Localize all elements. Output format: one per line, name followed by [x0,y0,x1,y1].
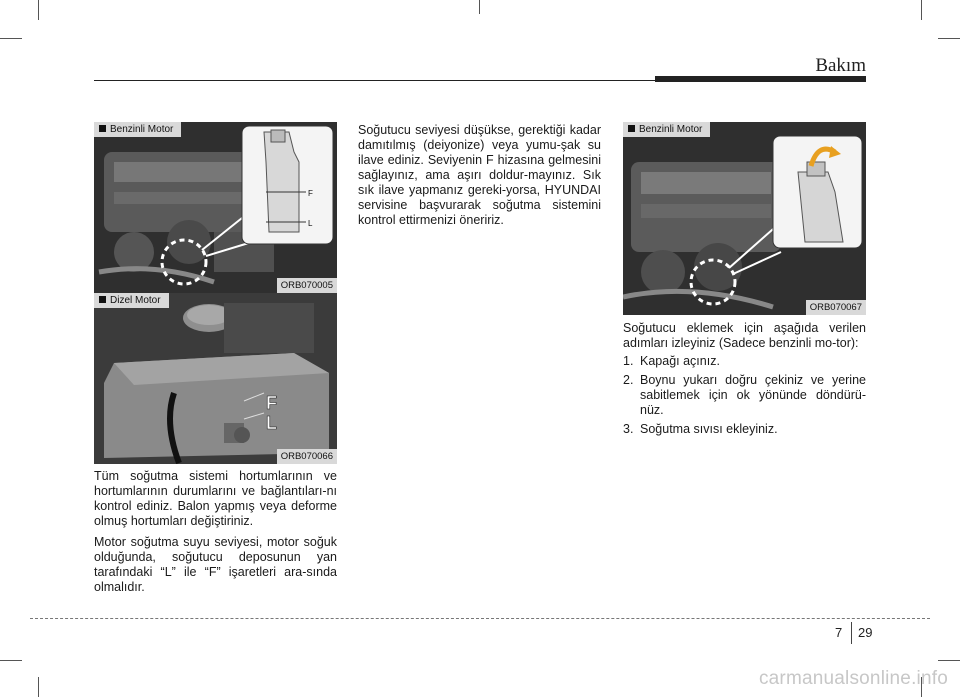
step-number: 2. [623,373,634,387]
step-number: 1. [623,354,634,368]
figure-code: ORB070066 [277,449,337,464]
figure-label-text: Benzinli Motor [639,124,703,135]
square-bullet-icon [99,125,106,132]
paragraph: Tüm soğutma sistemi hortumlarının ve hortumlarının durumlarını ve bağlantıları-nı kontrol ediniz. Balon yapmış veya deforme olmuş hortumları değiştiriniz. [94,469,337,528]
list-item [623,354,866,369]
section-title: Bakım [815,55,866,76]
square-bullet-icon [99,296,106,303]
figure-label-text: Benzinli Motor [110,124,174,135]
step-text: Boynu yukarı doğru çekiniz ve yerine sabitlemek için ok yönünde döndürü-nüz. [640,373,866,417]
figure-label [94,293,169,308]
chapter-number: 7 [835,625,843,640]
figure-label [623,122,710,137]
reservoir-mark-l: L [308,219,313,228]
figure-petrol-engine-reservoir [94,122,337,293]
figure-petrol-engine-neck [623,122,866,315]
paragraph: Soğutucu seviyesi düşükse, gerektiği kadar damıtılmış (deiyonize) veya yumu-şak su ilave ediniz. Seviyenin F hizasına gelmesini sağlayınız, ama aşırı doldur-mayınız. Sık sık ilave yapmanız gereki-yorsa, HYUNDAI servisine başvurarak soğutma sistemini kontrol ettirmenizi öneririz. [358,123,601,227]
engine-photo-illustration [94,122,337,293]
reservoir-mark-l: L [266,413,277,433]
reservoir-mark-f: F [308,189,313,198]
figure-label [94,122,181,137]
list-item [623,422,866,437]
right-column-text [623,321,866,441]
step-number: 3. [623,422,634,436]
page-number: 29 [858,625,873,640]
figure-label-text: Dizel Motor [110,295,161,306]
figure-code: ORB070067 [806,300,866,315]
crop-mark [38,0,39,20]
header-accent-bar [655,76,866,82]
figure-diesel-engine-reservoir [94,293,337,464]
steps-list [623,354,866,437]
crop-mark [938,38,960,39]
crop-mark [921,0,922,20]
crop-mark [938,660,960,661]
left-column-text [94,469,337,601]
page-number-separator [851,622,852,644]
crop-mark [0,660,22,661]
step-text: Soğutma sıvısı ekleyiniz. [640,422,778,436]
square-bullet-icon [628,125,635,132]
figure-code: ORB070005 [277,278,337,293]
reservoir-mark-f: F [266,393,277,413]
crop-mark [38,677,39,697]
steps-intro: Soğutucu eklemek için aşağıda verilen adımları izleyiniz (Sadece benzinli mo-tor): [623,321,866,350]
crop-mark [0,38,22,39]
watermark: carmanualsonline.info [758,668,948,689]
diesel-photo-illustration [94,293,337,464]
engine-neck-photo-illustration [623,122,866,315]
crop-mark [479,0,480,14]
step-text: Kapağı açınız. [640,354,720,368]
list-item [623,373,866,418]
paragraph: Motor soğutma suyu seviyesi, motor soğuk olduğunda, soğutucu deposunun yan tarafındaki “L” ile “F” işaretleri ara-sında olmalıdır. [94,535,337,594]
middle-column-text [358,123,601,234]
footer-rule [30,618,930,619]
